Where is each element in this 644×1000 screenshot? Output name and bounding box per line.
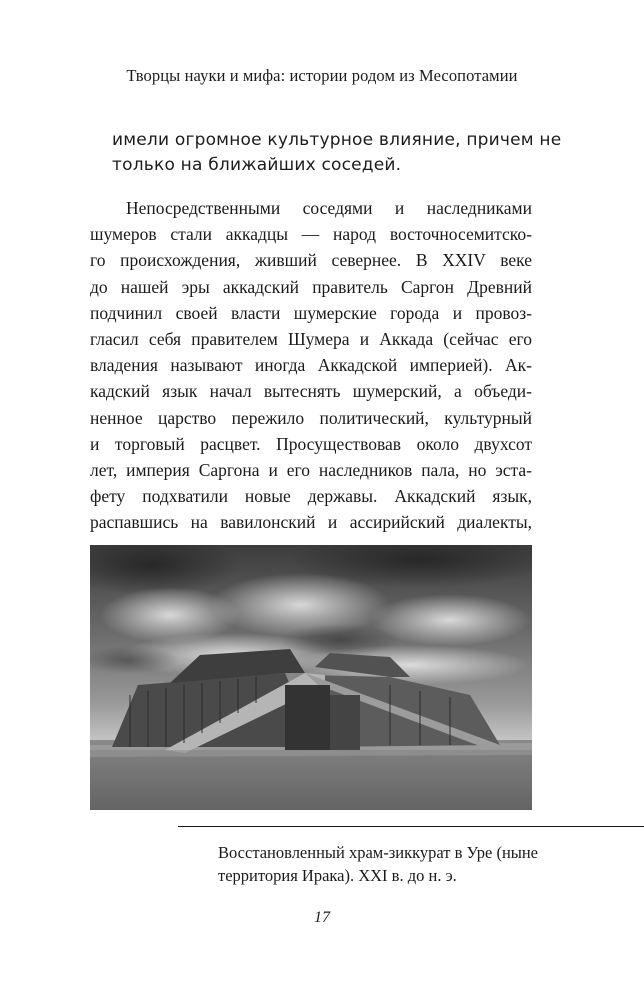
figure-caption [218,841,618,887]
paragraph-line: Непосредственными соседями и наследниками [126,198,532,218]
paragraph-line: до нашей эры аккадский правитель Саргон Древний [90,276,532,297]
paragraph-line: кадский язык начал вытеснять шумерский, а объеди- [90,381,532,402]
paragraph-line: гласил себя правителем Шумера и Аккада (сейчас его [90,328,532,349]
caption-line: Восстановленный храм-зиккурат в Уре (ныне [218,843,539,862]
paragraph-line: го происхождения, живший севернее. В XXIV веке [90,250,532,271]
paragraph-line: шумеров стали аккадцы — народ восточносемитско- [90,224,532,245]
paragraph-line: и торговый расцвет. Просуществовав около двухсот [90,433,532,454]
running-header: Творцы науки и мифа: истории родом из Месопотамии [126,66,518,85]
body-paragraph [90,195,532,535]
quote-line: только на ближайших соседей. [112,155,402,175]
paragraph-line: лет, империя Саргона и его наследников пала, но эста- [90,459,532,480]
caption-divider [178,826,644,827]
ziggurat-photo [90,545,532,810]
paragraph-line: ненное царство пережило политический, культурный [90,407,532,428]
quote-line: имели огромное культурное влияние, причем не [112,130,562,150]
caption-line: территория Ирака). XXI в. до н. э. [218,866,457,885]
handwritten-quote [112,128,562,178]
paragraph-line: подчинил своей власти шумерские города и провоз- [90,302,532,323]
page-number: 17 [314,909,330,926]
paragraph-line: фету подхватили новые державы. Аккадский язык, [90,486,532,507]
paragraph-line: владения называют иногда Аккадской империей). Ак- [90,355,532,376]
paragraph-line: распавшись на вавилонский и ассирийский диалекты, [90,512,532,533]
